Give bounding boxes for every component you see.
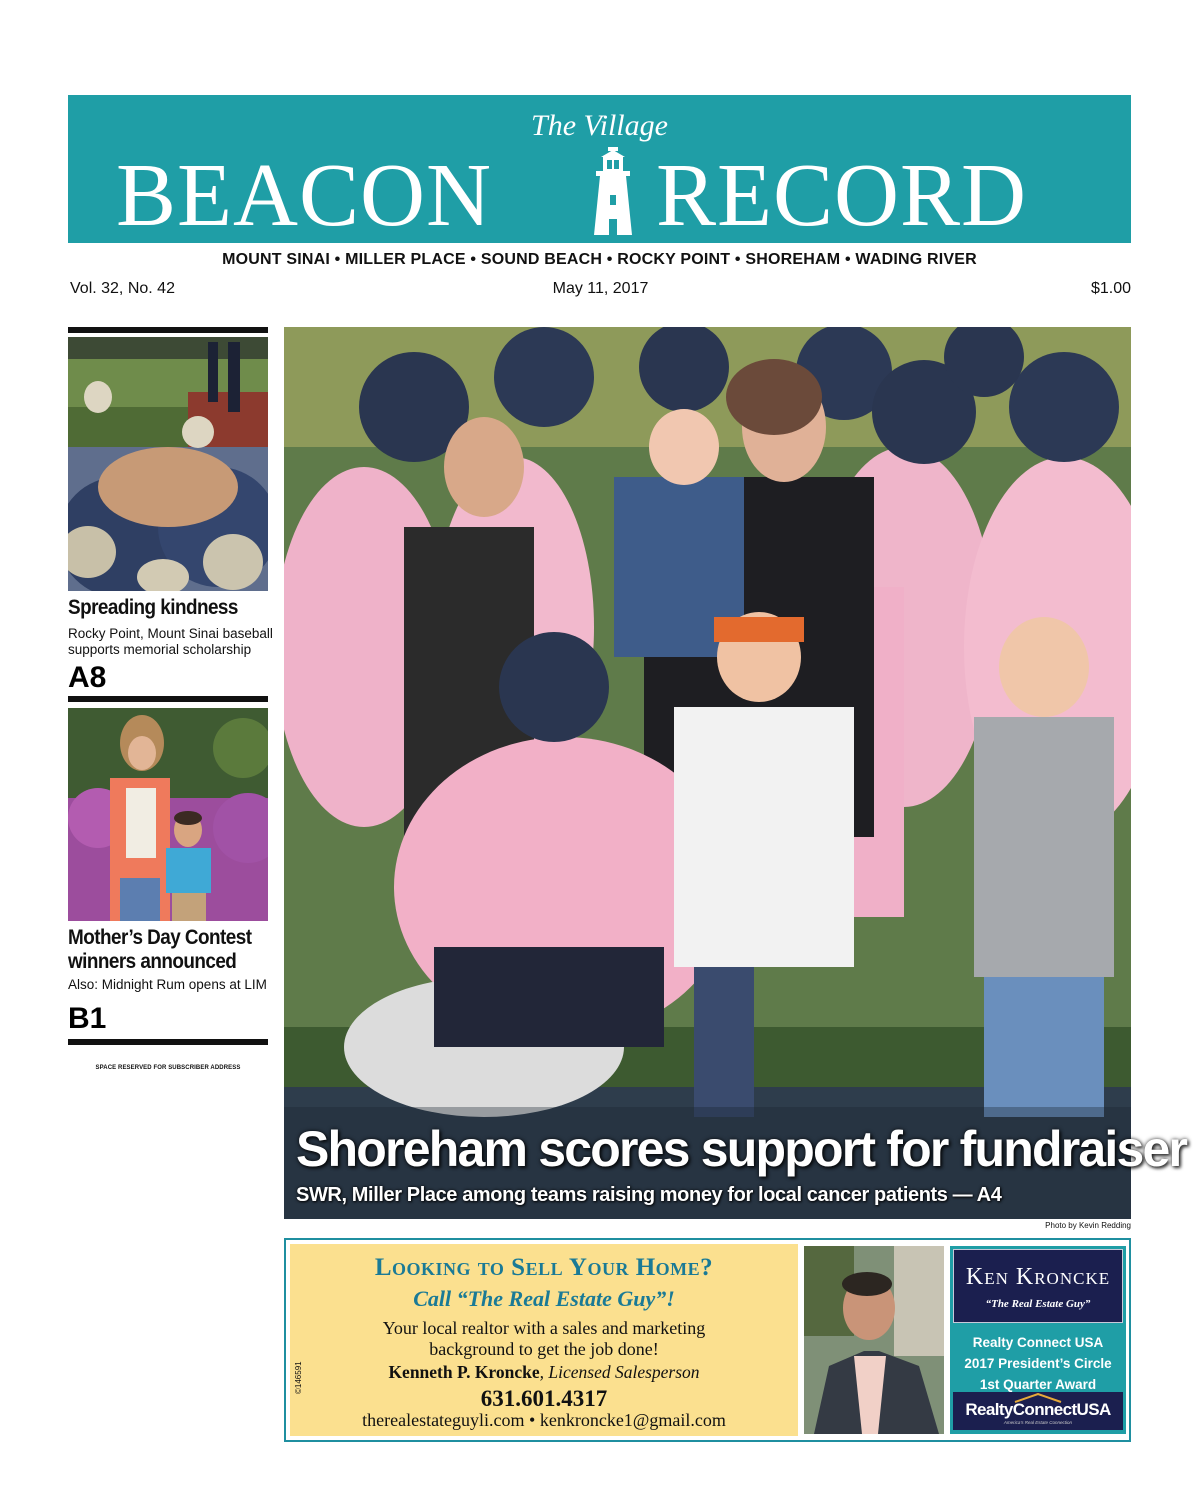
- issue-date: May 11, 2017: [552, 280, 649, 297]
- teaser-headline[interactable]: Spreading kindness: [68, 596, 238, 619]
- masthead: [68, 95, 1131, 243]
- lead-headline[interactable]: Shoreham scores support for fundraiser: [296, 1121, 1187, 1177]
- ad-code: ©146591: [294, 1361, 303, 1394]
- masthead-tagline: The Village: [531, 109, 668, 142]
- mothers-day-photo[interactable]: [68, 708, 268, 921]
- ad-body: [290, 1318, 798, 1360]
- photo-credit: Photo by Kevin Redding: [1045, 1221, 1131, 1230]
- baseball-huddle-photo[interactable]: [68, 337, 268, 591]
- ad-subtitle: Call “The Real Estate Guy”!: [413, 1286, 675, 1311]
- company-logo: [953, 1392, 1123, 1430]
- award-line: 1st Quarter Award: [979, 1377, 1097, 1392]
- ad-agent-title: , Licensed Salesperson: [539, 1362, 700, 1382]
- ad-agent: [290, 1362, 798, 1383]
- lacrosse-team-photo[interactable]: [284, 327, 1187, 1219]
- teaser-summary: Also: Midnight Rum opens at LIM: [68, 977, 267, 992]
- brand-name: Ken Kroncke: [965, 1264, 1111, 1290]
- brand-tagline: “The Real Estate Guy”: [985, 1298, 1091, 1310]
- column-rule: [68, 696, 268, 702]
- ad-contact[interactable]: therealestateguyli.com • kenkroncke1@gmail.com: [362, 1410, 726, 1430]
- teaser-headline[interactable]: Mother’s Day Contest winners announced: [68, 926, 252, 973]
- issue-price: $1.00: [1090, 280, 1131, 297]
- lead-subhead: SWR, Miller Place among teams raising money for local cancer patients — A4: [296, 1184, 1002, 1206]
- issue-volume: Vol. 32, No. 42: [70, 280, 175, 297]
- award-line: Realty Connect USA: [972, 1335, 1104, 1350]
- ad-phone[interactable]: 631.601.4317: [480, 1386, 608, 1411]
- teaser-page-ref[interactable]: A8: [68, 661, 107, 694]
- real-estate-ad[interactable]: [284, 1238, 1131, 1442]
- issue-info: [70, 280, 1131, 300]
- ad-body-line: Your local realtor with a sales and marketing: [382, 1318, 706, 1338]
- brand-panel: [950, 1246, 1126, 1434]
- award-text: [950, 1332, 1126, 1395]
- agent-photo: [804, 1246, 944, 1434]
- ad-body-line: background to get the job done!: [429, 1339, 659, 1359]
- coverage-towns: MOUNT SINAI • MILLER PLACE • SOUND BEACH • ROCKY POINT • SHOREHAM • WADING RIVER: [222, 251, 977, 268]
- teaser-page-ref[interactable]: B1: [68, 1002, 107, 1035]
- brand-logo: [953, 1249, 1123, 1323]
- ad-text-panel: [290, 1244, 798, 1436]
- award-line: 2017 President’s Circle: [964, 1356, 1112, 1371]
- column-rule: [68, 1039, 268, 1045]
- ad-agent-name: Kenneth P. Kroncke: [388, 1362, 540, 1382]
- masthead-title-left: BEACON: [116, 146, 493, 245]
- column-rule: [68, 327, 268, 333]
- ad-title: Looking to Sell Your Home?: [374, 1254, 714, 1281]
- company-name: RealtyConnectUSA: [965, 1400, 1111, 1419]
- subscriber-address-space: SPACE RESERVED FOR SUBSCRIBER ADDRESS: [95, 1065, 241, 1071]
- company-tagline: America's Real Estate Connection: [1003, 1420, 1073, 1425]
- lighthouse-icon: [584, 147, 642, 237]
- masthead-title-right: RECORD: [656, 146, 1028, 245]
- teaser-summary: Rocky Point, Mount Sinai baseball supports memorial scholarship: [68, 626, 273, 657]
